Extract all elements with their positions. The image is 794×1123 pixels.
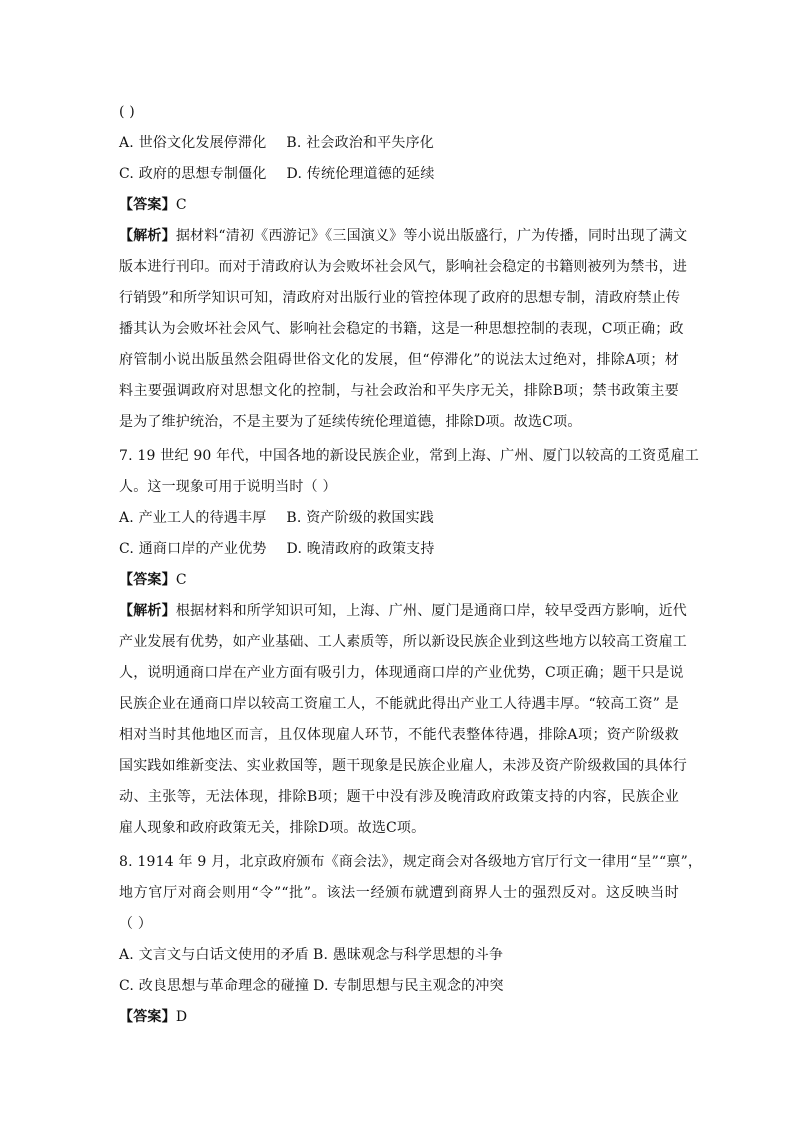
q7-answer-value: C <box>175 572 187 588</box>
q7-option-b: B. 资产阶级的救国实践 <box>286 510 435 526</box>
q8-answer <box>119 1007 679 1027</box>
q7-option-c: C. 通商口岸的产业优势 <box>119 541 267 557</box>
q6-analysis-line-4: 播其认为会败坏社会风气、影响社会稳定的书籍，这是一种思想控制的表现，C项正确；政 <box>119 321 684 337</box>
q7-analysis-line-2: 产业发展有优势，如产业基础、工人素质等，所以新设民族企业到这些地方以较高工资雇工 <box>119 634 687 650</box>
q6-answer <box>119 195 679 215</box>
q7-option-d: D. 晚清政府的政策支持 <box>286 541 435 557</box>
q7-analysis-line-4: 民族企业在通商口岸以较高工资雇工人，不能就此得出产业工人待遇丰厚。“较高工资” 是 <box>119 696 679 712</box>
q8-options-row-1 <box>119 945 679 965</box>
q7-analysis-line-6: 国实践如维新变法、实业救国等，题干现象是民族企业雇人，未涉及资产阶级救国的具体行 <box>119 758 687 774</box>
q8-answer-value: D <box>175 1009 188 1025</box>
q7-analysis-label: 【解析】 <box>119 603 176 619</box>
q6-analysis-line-2: 版本进行刊印。而对于清政府认为会败坏社会风气，影响社会稳定的书籍则被列为禁书，进 <box>119 259 687 275</box>
q8-option-b: B. 愚昧观念与科学思想的斗争 <box>313 947 504 963</box>
q7-options-row-1 <box>119 508 679 528</box>
q6-option-b: B. 社会政治和平失序化 <box>286 135 435 151</box>
q7-answer <box>119 570 679 590</box>
q6-option-d: D. 传统伦理道德的延续 <box>286 166 435 182</box>
q7-answer-label: 【答案】 <box>119 572 176 588</box>
q6-analysis-line-3: 行销毁”和所学知识可知，清政府对出版行业的管控体现了政府的思想专制，清政府禁止传 <box>119 290 681 306</box>
q6-analysis-line-1 <box>119 226 688 246</box>
q6-blank: ( ) <box>119 104 135 120</box>
q7-analysis-line-5: 相对当时其他地区而言，且仅体现雇人环节，不能代表整体待遇，排除A项；资产阶级救 <box>119 727 679 743</box>
q7-stem-line-2: 人。这一现象可用于说明当时（ ） <box>119 479 337 495</box>
q6-analysis-line-5: 府管制小说出版虽然会阻碍世俗文化的发展，但“停滞化”的说法太过绝对，排除A项；材 <box>119 352 679 368</box>
q6-answer-value: C <box>175 197 187 213</box>
q6-analysis-line-7: 是为了维护统治，不是主要为了延续传统伦理道德，排除D项。故选C项。 <box>119 414 582 430</box>
q7-options-row-2 <box>119 539 679 559</box>
q6-answer-label: 【答案】 <box>119 197 176 213</box>
q6-analysis-line-6: 料主要强调政府对思想文化的控制，与社会政治和平失序无关，排除B项；禁书政策主要 <box>119 383 679 399</box>
q6-options-row-2 <box>119 164 679 184</box>
q6-option-c: C. 政府的思想专制僵化 <box>119 166 267 182</box>
q8-options-row-2 <box>119 976 679 996</box>
q8-stem-line-2: 地方官厅对商会则用“令”“批”。该法一经颁布就遭到商界人士的强烈反对。这反映当时 <box>119 885 679 901</box>
q7-analysis-line-1 <box>119 601 688 621</box>
q7-analysis-line-8: 雇人现象和政府政策无关，排除D项。故选C项。 <box>119 820 426 836</box>
q8-option-d: D. 专制思想与民主观念的冲突 <box>313 978 504 994</box>
q6-option-a: A. 世俗文化发展停滞化 <box>119 135 267 151</box>
q8-option-c: C. 改良思想与革命理念的碰撞 <box>119 978 310 994</box>
q7-analysis-line-3: 人，说明通商口岸在产业方面有吸引力，体现通商口岸的产业优势，C项正确；题干只是说 <box>119 665 684 681</box>
q6-analysis-label: 【解析】 <box>119 228 176 244</box>
q7-option-a: A. 产业工人的待遇丰厚 <box>119 510 267 526</box>
q8-answer-label: 【答案】 <box>119 1009 176 1025</box>
q8-stem-line-3: （ ） <box>119 916 153 932</box>
q7-stem-line-1: 7. 19 世纪 90 年代，中国各地的新设民族企业，常到上海、广州、厦门以较高的工资觅雇工 <box>119 448 699 464</box>
q6-analysis-text: 据材料“清初《西游记》《三国演义》等小说出版盛行，广为传播，同时出现了满文 <box>175 228 688 244</box>
q7-analysis-text: 根据材料和所学知识可知，上海、广州、厦门是通商口岸，较早受西方影响，近代 <box>175 603 688 619</box>
q8-option-a: A. 文言文与白话文使用的矛盾 <box>119 947 310 963</box>
q7-analysis-line-7: 动、主张等，无法体现，排除B项；题干中没有涉及晚清政府政策支持的内容，民族企业 <box>119 789 679 805</box>
q8-stem-line-1: 8. 1914 年 9 月，北京政府颁布《商会法》，规定商会对各级地方官厅行文一律用“呈”“禀”， <box>119 854 703 870</box>
q6-options-row-1 <box>119 133 679 153</box>
